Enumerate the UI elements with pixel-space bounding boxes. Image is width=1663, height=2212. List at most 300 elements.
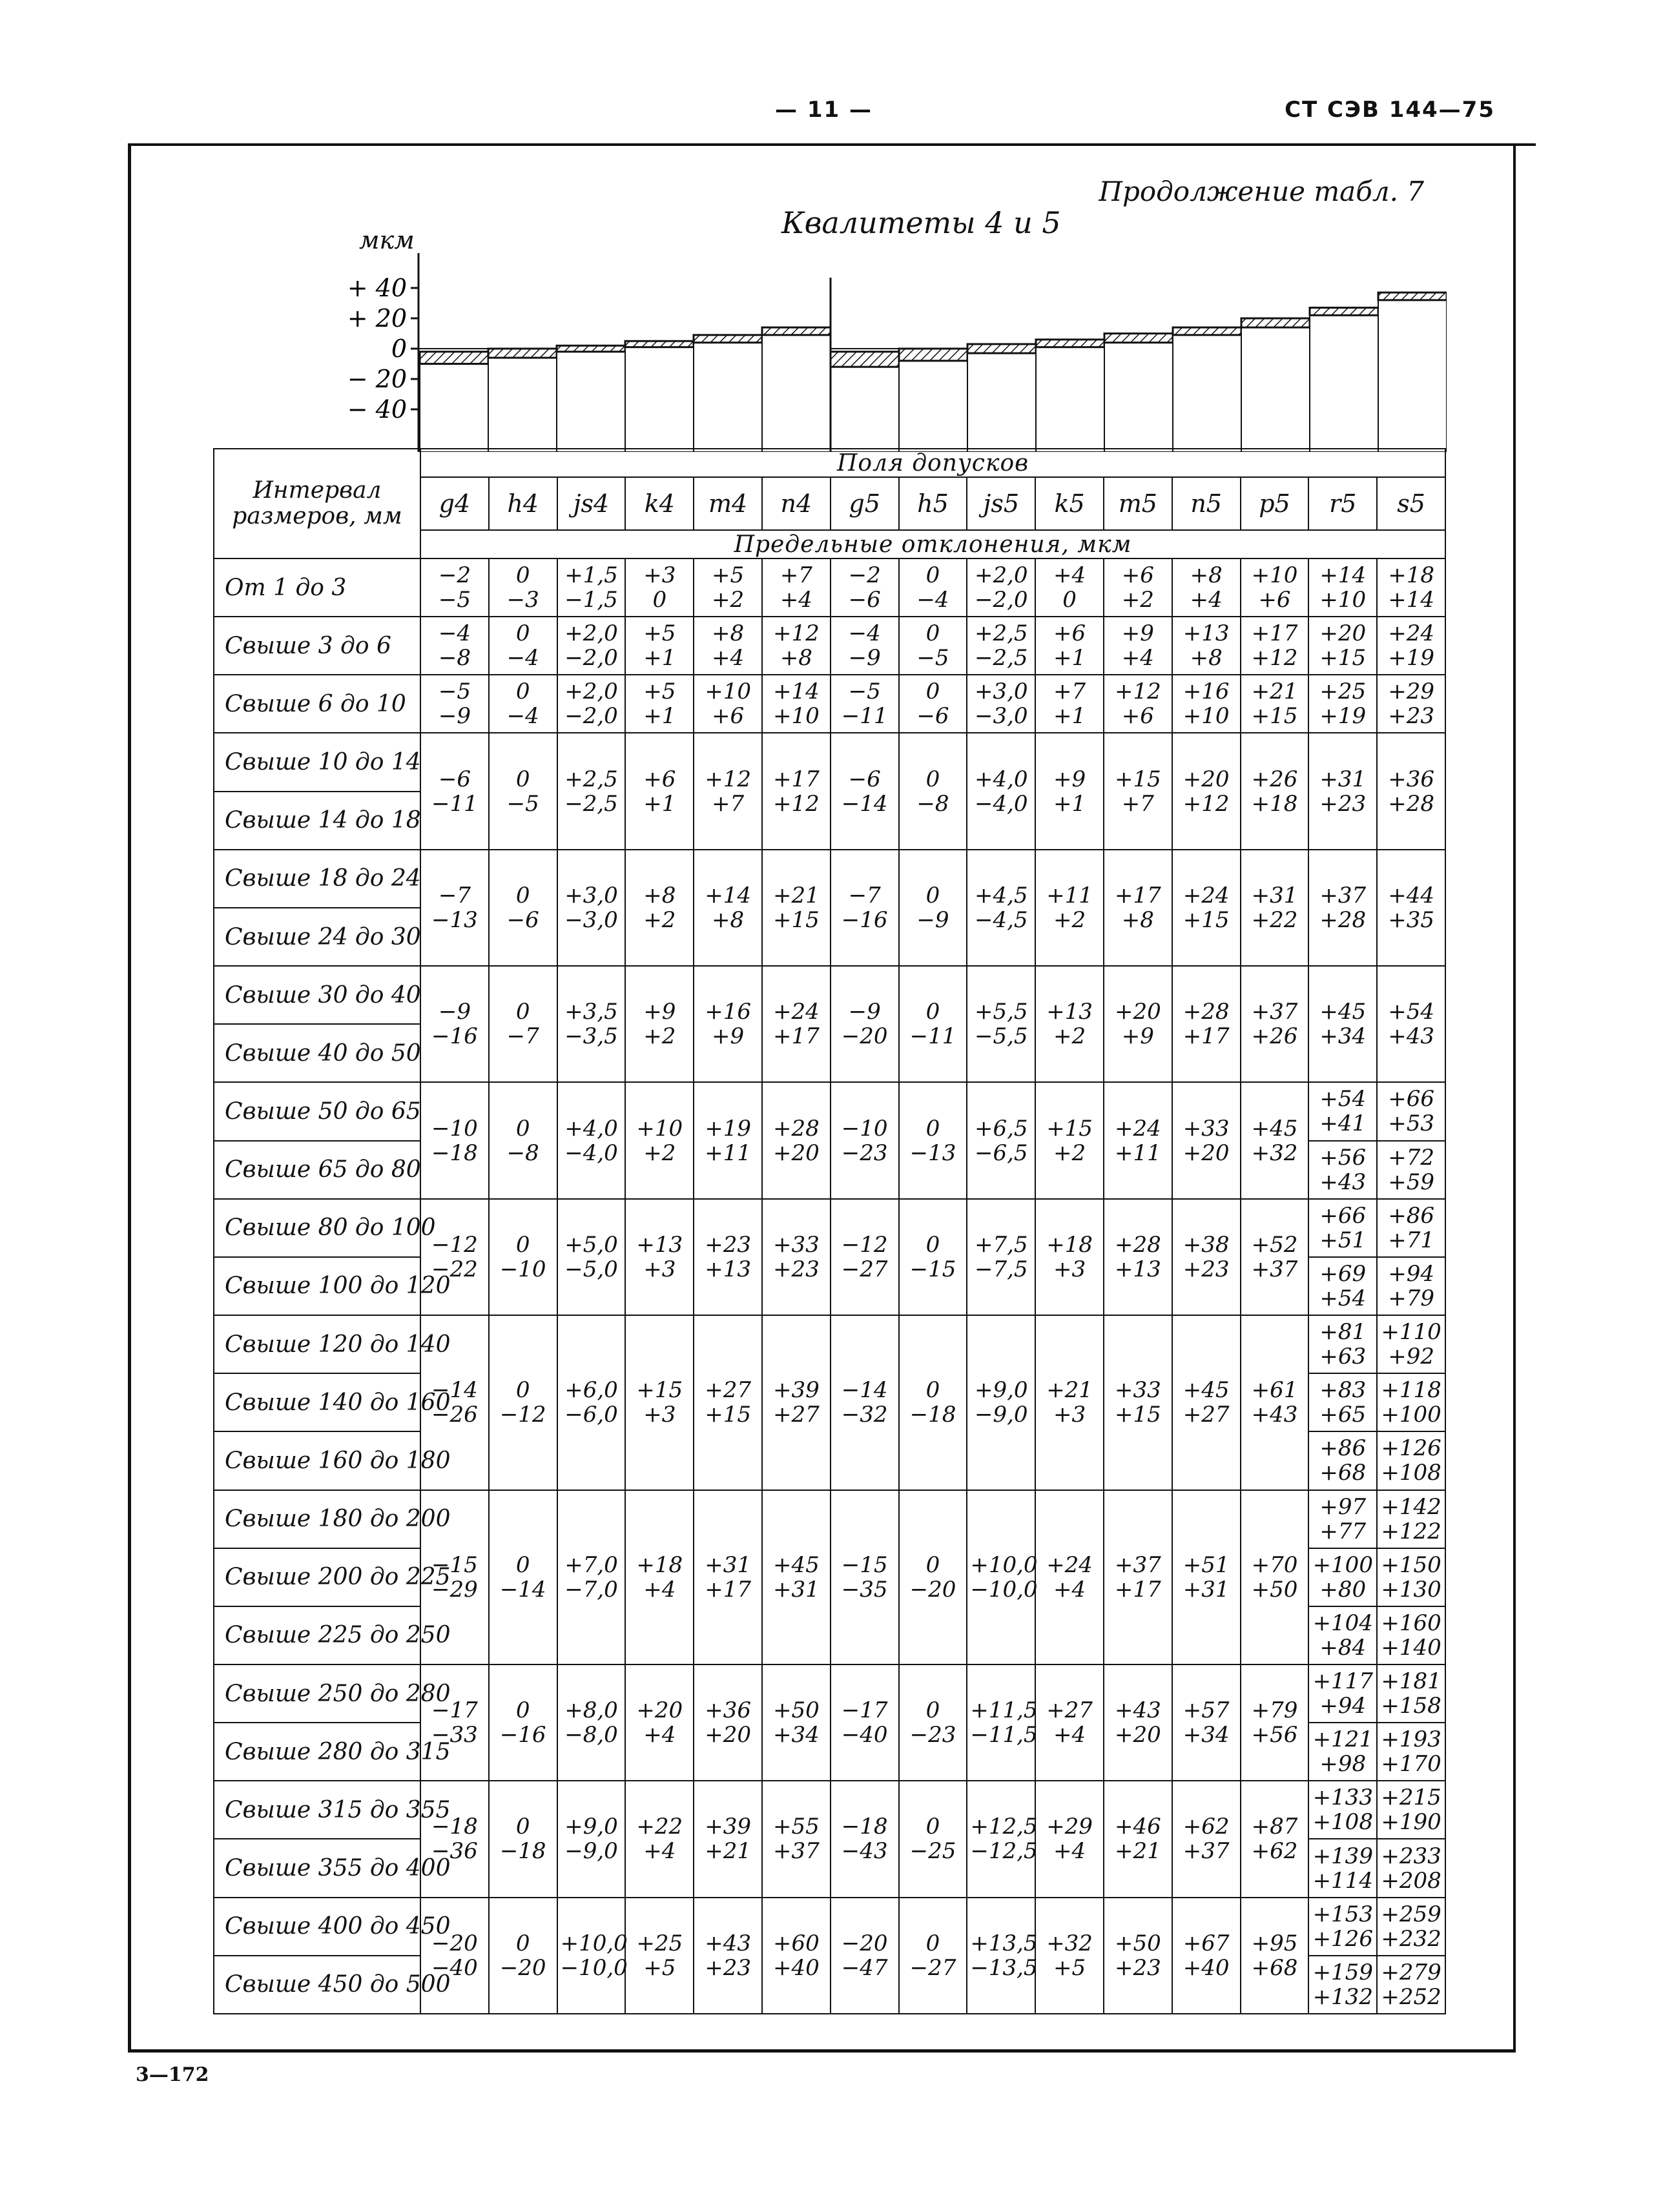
size-range: Свыше 14 до 18 bbox=[214, 792, 420, 850]
lower-deviation: −9 bbox=[916, 906, 949, 933]
lower-deviation: −43 bbox=[841, 1838, 888, 1865]
deviation-s5 bbox=[1377, 1373, 1445, 1431]
deviation-h4 bbox=[489, 1082, 557, 1198]
interval-header: Интервал размеров, мм bbox=[214, 449, 420, 558]
chart-column-h4 bbox=[488, 358, 557, 452]
deviation-n4 bbox=[762, 558, 831, 617]
deviation-js4 bbox=[557, 617, 626, 675]
lower-deviation: −8,0 bbox=[564, 1722, 618, 1748]
lower-deviation: +4 bbox=[643, 1576, 676, 1603]
deviation-m4 bbox=[694, 1898, 762, 2014]
upper-deviation: +54 bbox=[1388, 999, 1434, 1025]
upper-deviation: +45 bbox=[1319, 999, 1367, 1025]
lower-deviation: +3 bbox=[643, 1256, 676, 1282]
chart-tick-label: + 20 bbox=[347, 304, 407, 333]
deviation-p5 bbox=[1241, 1664, 1309, 1781]
upper-deviation: +14 bbox=[705, 882, 751, 908]
lower-deviation: +15 bbox=[1251, 703, 1298, 730]
upper-deviation: +95 bbox=[1251, 1930, 1298, 1956]
deviation-n4 bbox=[762, 1082, 831, 1198]
lower-deviation: −3,0 bbox=[974, 703, 1028, 730]
deviation-g5 bbox=[831, 1315, 899, 1490]
deviation-js4 bbox=[557, 966, 626, 1082]
upper-deviation: +193 bbox=[1381, 1726, 1441, 1753]
upper-deviation: +29 bbox=[1388, 679, 1434, 705]
upper-deviation: +37 bbox=[1251, 999, 1298, 1025]
upper-deviation: +13 bbox=[636, 1231, 683, 1258]
lower-deviation: +19 bbox=[1388, 645, 1434, 671]
lower-deviation: −6,5 bbox=[974, 1140, 1028, 1166]
chart-column-n4 bbox=[762, 335, 831, 452]
deviation-g5 bbox=[831, 675, 899, 733]
upper-deviation: −12 bbox=[841, 1231, 888, 1258]
lower-deviation: −6 bbox=[848, 587, 881, 613]
lower-deviation: +65 bbox=[1319, 1402, 1367, 1428]
lower-deviation: −13,5 bbox=[970, 1954, 1038, 1981]
deviation-h4 bbox=[489, 1315, 557, 1490]
deviation-r5 bbox=[1308, 1490, 1377, 1548]
deviation-k5 bbox=[1035, 617, 1104, 675]
upper-deviation: +8 bbox=[1190, 562, 1223, 589]
field-n4: n4 bbox=[762, 477, 831, 530]
deviation-g4 bbox=[420, 850, 489, 966]
upper-deviation: +23 bbox=[705, 1231, 751, 1258]
deviation-g5 bbox=[831, 733, 899, 849]
upper-deviation: +10,0 bbox=[970, 1551, 1038, 1578]
deviation-p5 bbox=[1241, 617, 1309, 675]
field-m5: m5 bbox=[1104, 477, 1172, 530]
upper-deviation: +27 bbox=[705, 1377, 751, 1404]
deviation-r5 bbox=[1308, 733, 1377, 849]
size-range: Свыше 24 до 30 bbox=[214, 908, 420, 966]
deviation-r5 bbox=[1308, 675, 1377, 733]
lower-deviation: +3 bbox=[643, 1402, 676, 1428]
upper-deviation: +83 bbox=[1319, 1377, 1367, 1404]
lower-deviation: +15 bbox=[1114, 1402, 1161, 1428]
lower-deviation: −7 bbox=[506, 1023, 539, 1050]
upper-deviation: +6 bbox=[643, 766, 676, 792]
deviation-h4 bbox=[489, 850, 557, 966]
lower-deviation: −27 bbox=[841, 1256, 888, 1282]
lower-deviation: +7 bbox=[1121, 790, 1154, 817]
lower-deviation: −13 bbox=[909, 1140, 956, 1166]
table-row bbox=[214, 1664, 1445, 1723]
lower-deviation: +71 bbox=[1388, 1227, 1434, 1253]
chart-column-g5 bbox=[831, 367, 899, 452]
lower-deviation: −3 bbox=[506, 587, 539, 613]
lower-deviation: +8 bbox=[1190, 645, 1223, 671]
deviation-s5 bbox=[1377, 675, 1445, 733]
upper-deviation: +38 bbox=[1183, 1231, 1230, 1258]
deviation-h5 bbox=[899, 1898, 967, 2014]
upper-deviation: +215 bbox=[1381, 1785, 1441, 1811]
upper-deviation: +15 bbox=[636, 1377, 683, 1404]
lower-deviation: +9 bbox=[1121, 1023, 1154, 1050]
upper-deviation: +7 bbox=[780, 562, 812, 589]
upper-deviation: 0 bbox=[925, 1814, 940, 1840]
upper-deviation: 0 bbox=[515, 562, 530, 589]
deviation-m4 bbox=[694, 1082, 762, 1198]
lower-deviation: +59 bbox=[1388, 1169, 1434, 1195]
chart-zone-m5 bbox=[1104, 334, 1173, 343]
lower-deviation: −5,5 bbox=[974, 1023, 1028, 1050]
deviation-js5 bbox=[967, 1664, 1038, 1781]
field-js5: js5 bbox=[967, 477, 1035, 530]
lower-deviation: +2 bbox=[1053, 1140, 1086, 1166]
lower-deviation: −9,0 bbox=[564, 1838, 618, 1865]
upper-deviation: +8 bbox=[712, 620, 745, 647]
lower-deviation: −5 bbox=[438, 587, 471, 613]
deviation-k5 bbox=[1035, 1664, 1104, 1781]
upper-deviation: 0 bbox=[925, 620, 940, 647]
table-row bbox=[214, 1490, 1445, 1548]
deviation-js4 bbox=[557, 1315, 626, 1490]
deviation-m4 bbox=[694, 558, 762, 617]
standard-designation: СТ СЭВ 144—75 bbox=[1285, 97, 1495, 123]
deviation-s5 bbox=[1377, 558, 1445, 617]
upper-deviation: 0 bbox=[515, 999, 530, 1025]
upper-deviation: −2 bbox=[438, 562, 471, 589]
lower-deviation: +3 bbox=[1053, 1256, 1086, 1282]
deviation-r5 bbox=[1308, 850, 1377, 966]
upper-deviation: 0 bbox=[515, 1930, 530, 1956]
lower-deviation: +17 bbox=[773, 1023, 820, 1050]
deviation-s5 bbox=[1377, 1781, 1445, 1839]
upper-deviation: +94 bbox=[1388, 1260, 1434, 1287]
upper-deviation: +33 bbox=[773, 1231, 820, 1258]
deviation-g4 bbox=[420, 966, 489, 1082]
deviation-r5 bbox=[1308, 1315, 1377, 1373]
deviation-k4 bbox=[625, 675, 694, 733]
deviation-h5 bbox=[899, 850, 967, 966]
lower-deviation: +8 bbox=[780, 645, 812, 671]
lower-deviation: +1 bbox=[643, 703, 676, 730]
lower-deviation: +31 bbox=[1183, 1576, 1230, 1603]
lower-deviation: +79 bbox=[1388, 1285, 1434, 1311]
upper-deviation: +2,0 bbox=[564, 620, 618, 647]
lower-deviation: +6 bbox=[1121, 703, 1154, 730]
upper-deviation: +20 bbox=[1114, 999, 1161, 1025]
upper-deviation: +25 bbox=[1319, 679, 1367, 705]
size-range: Свыше 160 до 180 bbox=[214, 1431, 420, 1490]
lower-deviation: +26 bbox=[1251, 1023, 1298, 1050]
lower-deviation: +32 bbox=[1251, 1140, 1298, 1166]
lower-deviation: −6 bbox=[916, 703, 949, 730]
lower-deviation: −7,5 bbox=[974, 1256, 1028, 1282]
deviation-g5 bbox=[831, 1199, 899, 1315]
upper-deviation: +45 bbox=[1251, 1115, 1298, 1142]
deviation-n4 bbox=[762, 1315, 831, 1490]
deviation-m5 bbox=[1104, 850, 1172, 966]
lower-deviation: +14 bbox=[1388, 587, 1434, 613]
upper-deviation: +25 bbox=[636, 1930, 683, 1956]
chart-zone-k4 bbox=[625, 341, 694, 347]
chart-column-p5 bbox=[1241, 327, 1310, 452]
deviation-h5 bbox=[899, 1490, 967, 1664]
deviation-h5 bbox=[899, 617, 967, 675]
lower-deviation: +53 bbox=[1388, 1111, 1434, 1137]
lower-deviation: +12 bbox=[1183, 790, 1230, 817]
deviation-n4 bbox=[762, 966, 831, 1082]
deviation-n4 bbox=[762, 1781, 831, 1897]
deviation-n4 bbox=[762, 617, 831, 675]
deviation-m4 bbox=[694, 1664, 762, 1781]
upper-deviation: +5,0 bbox=[564, 1231, 618, 1258]
deviation-n5 bbox=[1172, 1898, 1241, 2014]
size-range: Свыше 355 до 400 bbox=[214, 1839, 420, 1897]
lower-deviation: −18 bbox=[431, 1140, 478, 1166]
deviation-p5 bbox=[1241, 1781, 1309, 1897]
upper-deviation: +66 bbox=[1319, 1202, 1367, 1229]
lower-deviation: +23 bbox=[1319, 790, 1367, 817]
upper-deviation: +26 bbox=[1251, 766, 1298, 792]
deviation-h4 bbox=[489, 1898, 557, 2014]
chart-column-n5 bbox=[1173, 335, 1241, 452]
deviation-js5 bbox=[967, 1490, 1038, 1664]
size-range: Свыше 450 до 500 bbox=[214, 1956, 420, 2014]
lower-deviation: +50 bbox=[1251, 1576, 1298, 1603]
lower-deviation: +158 bbox=[1381, 1693, 1441, 1719]
upper-deviation: +24 bbox=[1183, 882, 1230, 908]
upper-deviation: +79 bbox=[1251, 1697, 1298, 1724]
lower-deviation: +10 bbox=[1319, 587, 1367, 613]
lower-deviation: +27 bbox=[1183, 1402, 1230, 1428]
upper-deviation: +8 bbox=[643, 882, 676, 908]
upper-deviation: +39 bbox=[705, 1814, 751, 1840]
upper-deviation: +8,0 bbox=[564, 1697, 618, 1724]
upper-deviation: +28 bbox=[1114, 1231, 1161, 1258]
upper-deviation: +118 bbox=[1381, 1377, 1441, 1404]
deviation-s5 bbox=[1377, 1199, 1445, 1257]
upper-deviation: +15 bbox=[1046, 1115, 1093, 1142]
deviation-h5 bbox=[899, 675, 967, 733]
lower-deviation: +1 bbox=[1053, 703, 1086, 730]
lower-deviation: −6,0 bbox=[564, 1402, 618, 1428]
lower-deviation: +2 bbox=[1121, 587, 1154, 613]
upper-deviation: +133 bbox=[1312, 1785, 1373, 1811]
deviation-n4 bbox=[762, 733, 831, 849]
deviation-g4 bbox=[420, 1082, 489, 1198]
upper-deviation: −14 bbox=[841, 1377, 888, 1404]
upper-deviation: +28 bbox=[1183, 999, 1230, 1025]
upper-deviation: 0 bbox=[515, 620, 530, 647]
lower-deviation: +37 bbox=[773, 1838, 820, 1865]
lower-deviation: −20 bbox=[909, 1576, 956, 1603]
deviation-h4 bbox=[489, 558, 557, 617]
lower-deviation: +2 bbox=[712, 587, 745, 613]
lower-deviation: +34 bbox=[1183, 1722, 1230, 1748]
deviation-m4 bbox=[694, 617, 762, 675]
size-range: Свыше 120 до 140 bbox=[214, 1315, 420, 1373]
upper-deviation: +24 bbox=[1114, 1115, 1161, 1142]
upper-deviation: +61 bbox=[1251, 1377, 1298, 1404]
lower-deviation: −2,0 bbox=[564, 703, 618, 730]
deviation-g4 bbox=[420, 733, 489, 849]
table-row bbox=[214, 1082, 1445, 1140]
upper-deviation: +20 bbox=[636, 1697, 683, 1724]
lower-deviation: −27 bbox=[909, 1954, 956, 1981]
chart-zone-m4 bbox=[694, 335, 762, 343]
deviation-s5 bbox=[1377, 1956, 1445, 2014]
lower-deviation: +126 bbox=[1312, 1925, 1373, 1952]
upper-deviation: +142 bbox=[1381, 1493, 1441, 1520]
upper-deviation: +150 bbox=[1381, 1551, 1441, 1578]
upper-deviation: +159 bbox=[1312, 1959, 1373, 1985]
upper-deviation: 0 bbox=[925, 562, 940, 589]
lower-deviation: +3 bbox=[1053, 1402, 1086, 1428]
upper-deviation: −6 bbox=[438, 766, 471, 792]
lower-deviation: +41 bbox=[1319, 1111, 1367, 1137]
upper-deviation: +16 bbox=[705, 999, 751, 1025]
deviation-k4 bbox=[625, 1781, 694, 1897]
lower-deviation: 0 bbox=[652, 587, 667, 613]
deviation-m5 bbox=[1104, 1898, 1172, 2014]
upper-deviation: +81 bbox=[1319, 1319, 1367, 1346]
upper-deviation: 0 bbox=[925, 1231, 940, 1258]
lower-deviation: −18 bbox=[909, 1402, 956, 1428]
upper-deviation: +31 bbox=[1319, 766, 1367, 792]
field-h5: h5 bbox=[899, 477, 967, 530]
upper-deviation: +36 bbox=[705, 1697, 751, 1724]
lower-deviation: +56 bbox=[1251, 1722, 1298, 1748]
deviation-r5 bbox=[1308, 1723, 1377, 1781]
upper-deviation: +6 bbox=[1053, 620, 1086, 647]
lower-deviation: +5 bbox=[1053, 1954, 1086, 1981]
deviation-p5 bbox=[1241, 733, 1309, 849]
lower-deviation: −9 bbox=[848, 645, 881, 671]
deviation-m5 bbox=[1104, 1664, 1172, 1781]
upper-deviation: +27 bbox=[1046, 1697, 1093, 1724]
upper-deviation: +37 bbox=[1114, 1551, 1161, 1578]
chart-zone-g4 bbox=[420, 352, 488, 364]
lower-deviation: −16 bbox=[499, 1722, 546, 1748]
lower-deviation: +122 bbox=[1381, 1518, 1441, 1544]
deviation-js5 bbox=[967, 1315, 1035, 1490]
upper-deviation: +9,0 bbox=[564, 1814, 618, 1840]
deviation-g4 bbox=[420, 617, 489, 675]
lower-deviation: −9 bbox=[438, 703, 471, 730]
upper-deviation: +45 bbox=[1183, 1377, 1230, 1404]
table-row bbox=[214, 1781, 1445, 1839]
lower-deviation: −16 bbox=[841, 906, 888, 933]
chart-zone-n4 bbox=[762, 327, 831, 335]
lower-deviation: +23 bbox=[1388, 703, 1434, 730]
deviation-n5 bbox=[1172, 1664, 1241, 1781]
lower-deviation: +23 bbox=[705, 1954, 751, 1981]
field-p5: p5 bbox=[1241, 477, 1309, 530]
page-number: — 11 — bbox=[775, 97, 873, 123]
deviation-g5 bbox=[831, 558, 899, 617]
upper-deviation: +2,5 bbox=[974, 620, 1028, 647]
table-row bbox=[214, 733, 1445, 791]
lower-deviation: +21 bbox=[1114, 1838, 1161, 1865]
deviation-r5 bbox=[1308, 1548, 1377, 1606]
upper-deviation: +16 bbox=[1183, 679, 1230, 705]
chart-column-k5 bbox=[1036, 347, 1104, 452]
chart-tick-label: + 40 bbox=[347, 274, 407, 302]
upper-deviation: −10 bbox=[841, 1115, 888, 1142]
lower-deviation: −5 bbox=[916, 645, 949, 671]
lower-deviation: +7 bbox=[712, 790, 745, 817]
lower-deviation: +15 bbox=[773, 906, 820, 933]
deviation-h4 bbox=[489, 966, 557, 1082]
lower-deviation: −18 bbox=[499, 1838, 546, 1865]
size-range: Свыше 280 до 315 bbox=[214, 1723, 420, 1781]
upper-deviation: +17 bbox=[773, 766, 820, 792]
upper-deviation: −18 bbox=[431, 1814, 478, 1840]
deviation-js5 bbox=[967, 675, 1035, 733]
deviation-h5 bbox=[899, 1199, 967, 1315]
lower-deviation: −20 bbox=[499, 1954, 546, 1981]
upper-deviation: +5 bbox=[643, 679, 676, 705]
lower-deviation: −29 bbox=[431, 1576, 478, 1603]
table-row bbox=[214, 558, 1445, 617]
lower-deviation: +252 bbox=[1381, 1983, 1441, 2010]
lower-deviation: +4 bbox=[643, 1722, 676, 1748]
upper-deviation: +11,5 bbox=[970, 1697, 1038, 1724]
upper-deviation: 0 bbox=[925, 1377, 940, 1404]
size-range: Свыше 225 до 250 bbox=[214, 1606, 420, 1664]
field-r5: r5 bbox=[1308, 477, 1377, 530]
deviation-k5 bbox=[1035, 1781, 1104, 1897]
lower-deviation: +27 bbox=[773, 1402, 820, 1428]
lower-deviation: +84 bbox=[1319, 1634, 1367, 1661]
deviation-s5 bbox=[1377, 733, 1445, 849]
upper-deviation: +97 bbox=[1319, 1493, 1367, 1520]
upper-deviation: +10 bbox=[705, 679, 751, 705]
chart-zone-h5 bbox=[899, 349, 967, 361]
deviation-n5 bbox=[1172, 617, 1241, 675]
upper-deviation: 0 bbox=[515, 1115, 530, 1142]
table-row bbox=[214, 850, 1445, 908]
lower-deviation: +2 bbox=[643, 906, 676, 933]
deviation-js4 bbox=[557, 1490, 626, 1664]
deviation-r5 bbox=[1308, 966, 1377, 1082]
lower-deviation: −40 bbox=[431, 1954, 478, 1981]
field-m4: m4 bbox=[694, 477, 762, 530]
deviation-h5 bbox=[899, 733, 967, 849]
deviation-r5 bbox=[1308, 1839, 1377, 1897]
upper-deviation: +17 bbox=[1251, 620, 1298, 647]
lower-deviation: +51 bbox=[1319, 1227, 1367, 1253]
lower-deviation: +208 bbox=[1381, 1867, 1441, 1894]
chart-column-s5 bbox=[1378, 300, 1447, 452]
deviation-r5 bbox=[1308, 1082, 1377, 1140]
deviation-k4 bbox=[625, 1898, 694, 2014]
deviation-s5 bbox=[1377, 1431, 1445, 1490]
deviation-g5 bbox=[831, 1490, 899, 1664]
lower-deviation: −2,0 bbox=[974, 587, 1028, 613]
upper-deviation: +4,5 bbox=[974, 882, 1028, 908]
deviation-js5 bbox=[967, 966, 1035, 1082]
deviation-m4 bbox=[694, 850, 762, 966]
upper-deviation: 0 bbox=[925, 679, 940, 705]
lower-deviation: +43 bbox=[1319, 1169, 1367, 1195]
deviation-k4 bbox=[625, 1315, 694, 1490]
size-range: Свыше 140 до 160 bbox=[214, 1373, 420, 1431]
deviation-p5 bbox=[1241, 675, 1309, 733]
upper-deviation: +3 bbox=[643, 562, 676, 589]
lower-deviation: +5 bbox=[643, 1954, 676, 1981]
lower-deviation: +4 bbox=[1053, 1838, 1086, 1865]
deviation-p5 bbox=[1241, 1490, 1309, 1664]
chart-zone-h4 bbox=[488, 349, 557, 358]
lower-deviation: +4 bbox=[1190, 587, 1223, 613]
deviation-h4 bbox=[489, 1199, 557, 1315]
upper-deviation: +69 bbox=[1319, 1260, 1367, 1287]
lower-deviation: +18 bbox=[1251, 790, 1298, 817]
upper-deviation: −2 bbox=[848, 562, 881, 589]
